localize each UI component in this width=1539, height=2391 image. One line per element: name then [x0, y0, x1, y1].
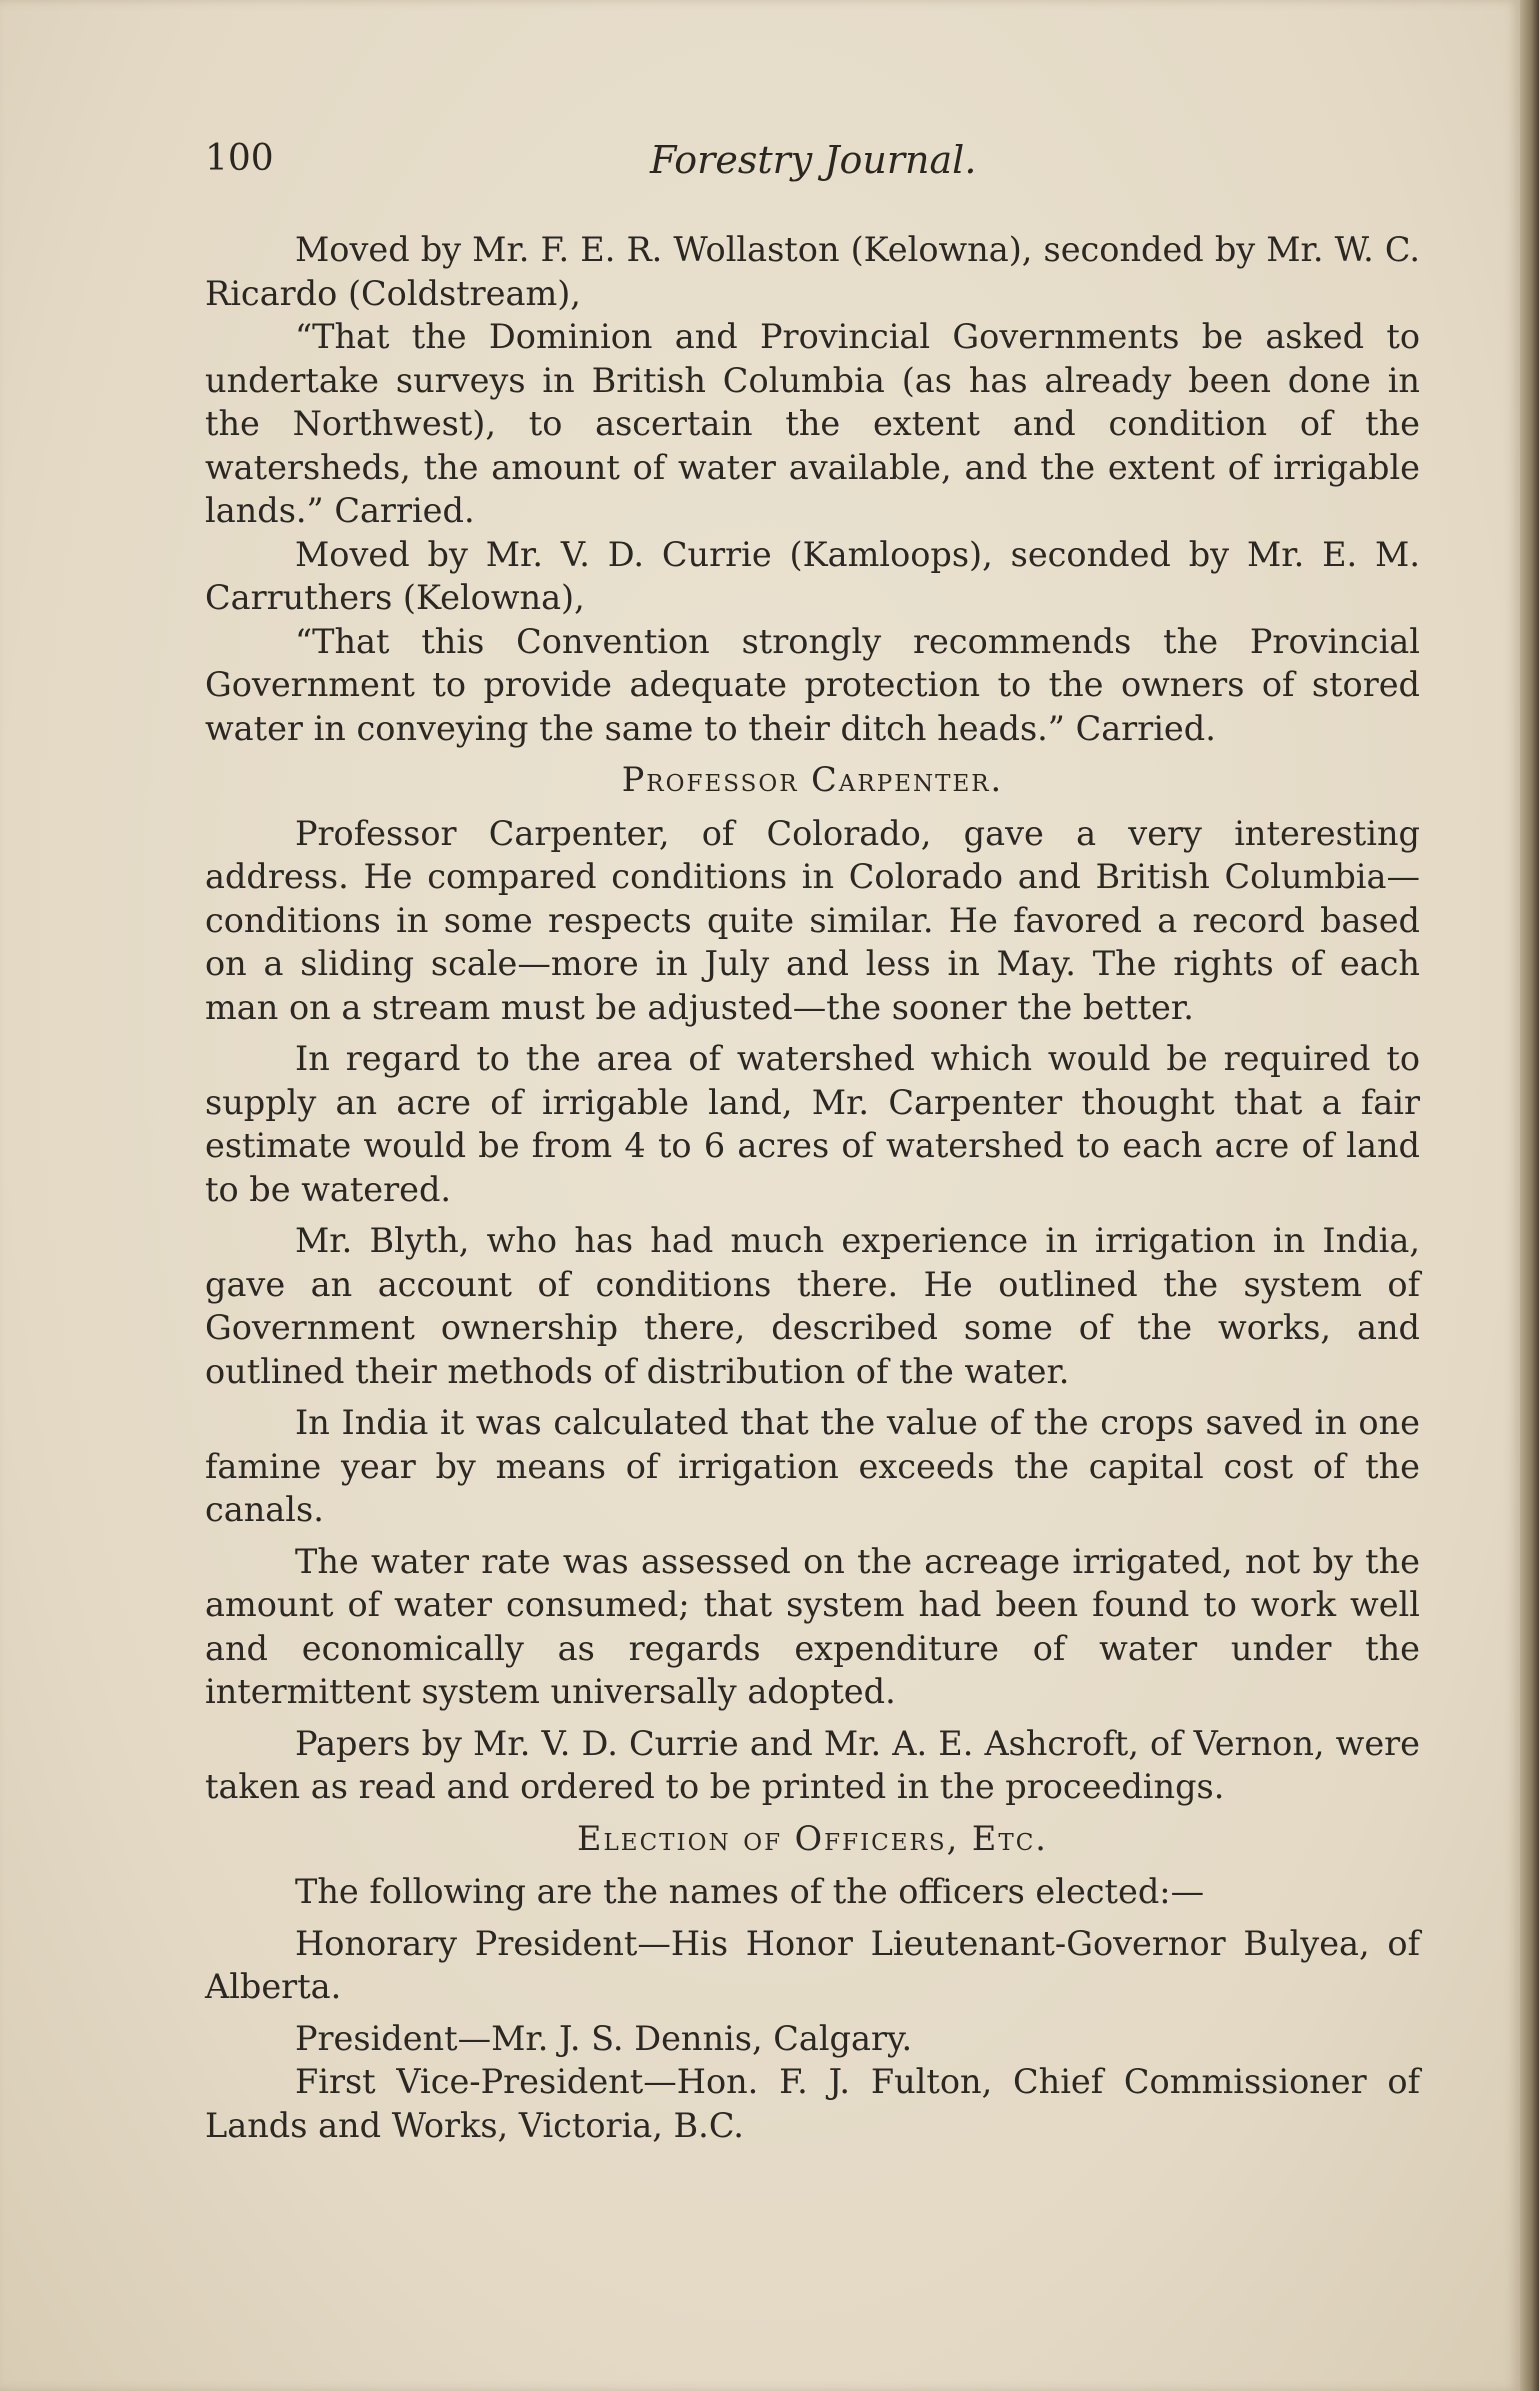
- paragraph-blyth-india: Mr. Blyth, who has had much experience in irrigation in India, gave an account of conditions there. He outlined the system of Government ownership there, described some of the works, and outlined their methods of distribution of the water.: [205, 1221, 1420, 1391]
- paragraph-watershed-estimate: In regard to the area of watershed which would be required to supply an acre of irrigable land, Mr. Carpenter thought that a fair estimate would be from 4 to 6 acres of watershed to each acre of land to be watered.: [205, 1039, 1420, 1209]
- paragraph-famine-year: In India it was calculated that the value of the crops saved in one famine year by means of irrigation exceeds the capital cost of the canals.: [205, 1403, 1420, 1529]
- paragraph-papers: Papers by Mr. V. D. Currie and Mr. A. E. Ashcroft, of Vernon, were taken as read and ordered to be printed in the proceedings.: [205, 1723, 1420, 1806]
- paragraph-resolution-protection: “That this Convention strongly recommends the Provincial Government to provide adequate protection to the owners of stored water in conveying the same to their ditch heads.” Carried.: [205, 621, 1420, 748]
- page-number: 100: [205, 138, 274, 179]
- section-heading-carpenter: Professor Carpenter.: [621, 760, 1004, 799]
- paragraph-carpenter-address: Professor Carpenter, of Colorado, gave a very interesting address. He compared conditions in Colorado and British Columbia—conditions in some respects quite similar. He favored a record based on a sliding scale—more in July and less in May. The rights of each man on a stream must be adjusted—the sooner the better.: [205, 813, 1420, 1027]
- journal-title: Forestry Journal.: [650, 138, 977, 182]
- page-edge-shadow: [1520, 0, 1539, 2391]
- paragraph-first-vice-president: First Vice-President—Hon. F. J. Fulton, Chief Commissioner of Lands and Works, Victoria, B.C.: [205, 2062, 1420, 2145]
- paragraph-officers-intro: The following are the names of the officers elected:—: [295, 1872, 1205, 1911]
- paragraph-honorary-president: Honorary President—His Honor Lieutenant-Governor Bulyea, of Alberta.: [205, 1923, 1420, 2006]
- body-text: [205, 228, 1420, 2147]
- section-heading-election: Election of Officers, Etc.: [577, 1818, 1048, 1858]
- paragraph-president: President—Mr. J. S. Dennis, Calgary.: [295, 2018, 913, 2058]
- paragraph-motion-wollaston: Moved by Mr. F. E. R. Wollaston (Kelowna), seconded by Mr. W. C. Ricardo (Coldstream),: [205, 230, 1420, 313]
- paragraph-motion-currie: Moved by Mr. V. D. Currie (Kamloops), seconded by Mr. E. M. Carruthers (Kelowna),: [205, 534, 1420, 617]
- running-head: [205, 138, 1420, 198]
- paragraph-water-rate: The water rate was assessed on the acreage irrigated, not by the amount of water consumed; that system had been found to work well and economically as regards expenditure of water under the intermittent system universally adopted.: [205, 1541, 1420, 1711]
- paragraph-resolution-surveys: “That the Dominion and Provincial Governments be asked to undertake surveys in British Columbia (as has already been done in the Northwest), to ascertain the extent and condition of the watersheds, the amount of water available, and the extent of irrigable lands.” Carried.: [205, 317, 1420, 530]
